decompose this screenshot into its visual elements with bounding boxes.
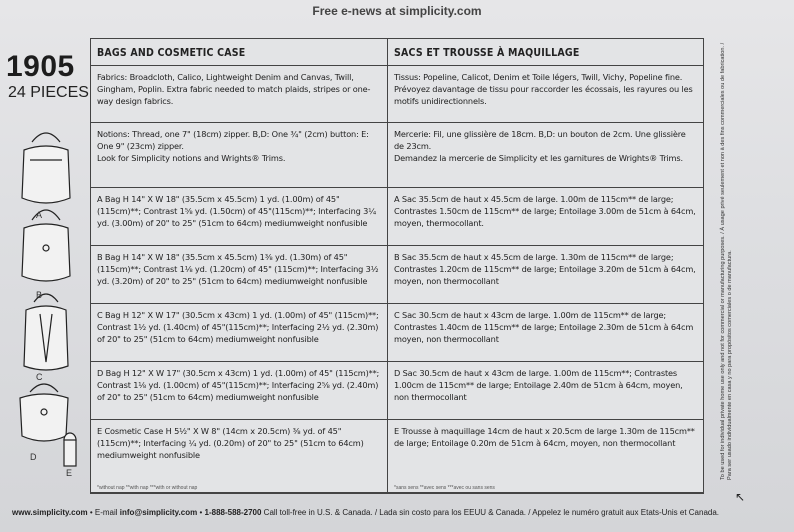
english-footnote: *without nap **with nap ***with or without nap (97, 485, 198, 491)
french-view-b: B Sac 35.5cm de haut x 45.5cm de large. 1.30m de 115cm** de large; Contrastes 1.20cm de 115cm** de large; Entoilage 3.20m de 51cm à 64cm, moyen, non thermocollant (388, 245, 703, 303)
french-view-d: D Sac 30.5cm de haut x 43cm de large. 1.00m de 115cm**; Contrastes 1.00cm de 115cm** de large; Entoilage 2.40m de 51cm à 64cm, moyen, non thermocollant (388, 361, 703, 419)
english-notions (91, 122, 387, 187)
english-view-a: A Bag H 14" X W 18" (35.5cm x 45.5cm) 1 yd. (1.00m) of 45" (115cm)**; Contrast 1⅝ yd. (1.50cm) of 45"(115cm)**; Interfacing 3¼ yd. (3.00m) of 20" to 25" (51cm to 64cm) mediumweight nonfusible (91, 187, 387, 245)
footer (12, 508, 719, 517)
view-label-b: B (36, 290, 43, 300)
side-note-box (720, 40, 782, 480)
english-notions-line1: Notions: Thread, one 7" (18cm) zipper. B,D: One ¾" (2cm) button: E: One 9" (23cm) zipper. (97, 129, 369, 151)
footer-rest: Call toll-free in U.S. & Canada. / Lada sin costo para los EEUU & Canada. / Appelez le numéro gratuit aux Etats-Unis et Canada. (263, 508, 720, 517)
french-footnote: *sans sens **avec sens ***avec ou sans sens (394, 485, 495, 491)
pattern-number: 1905 (6, 50, 75, 83)
french-column (388, 39, 703, 493)
bag-a-drawing (22, 133, 70, 203)
view-label-a: A (36, 210, 43, 220)
bag-drawings (10, 130, 82, 490)
side-note: To be used for individual private home use only and not for commercial or manufacturing purposes. / À usage privé seulement et non à des fins commerciales ou de fabrication. / Para ser usado individualmente en casa y no para propósitos comerciales o de manufactura. (720, 42, 733, 480)
mouse-cursor-icon: ↖ (735, 490, 746, 504)
english-notions-line2: Look for Simplicity notions and Wrights® Trims. (97, 153, 286, 163)
bag-b-drawing (22, 210, 70, 281)
english-view-d: D Bag H 12" X W 17" (30.5cm x 43cm) 1 yd. (1.00m) of 45" (115cm)**; Contrast 1⅛ yd. (1.00cm) of 45"(115cm)**; Interfacing 2⅝ yd. (2.40m) of 20" to 25" (51cm to 64cm) mediumweight nonfusible (91, 361, 387, 419)
english-column (91, 39, 388, 493)
top-url: Free e-news at simplicity.com (312, 4, 482, 18)
english-view-e: E Cosmetic Case H 5½" X W 8" (14cm x 20.5cm) ⅜ yd. of 45" (115cm)**; Interfacing ¼ yd. (0.20m) of 20" to 25" (51cm to 64cm) mediumweight nonfusible (91, 419, 387, 493)
english-title: BAGS AND COSMETIC CASE (97, 47, 246, 59)
pieces-count: 24 PIECES (8, 84, 89, 101)
french-view-c: C Sac 30.5cm de haut x 43cm de large. 1.00m de 115cm** de large; Contrastes 1.40cm de 115cm** de large; Entoilage 2.30m de 51cm à 64cm moyen, non thermocollant (388, 303, 703, 361)
footer-site: www.simplicity.com (12, 508, 88, 517)
english-fabrics: Fabrics: Broadcloth, Calico, Lightweight Denim and Canvas, Twill, Gingham, Poplin. Extra fabric needed to match plaids, stripes or one-way design fabrics. (91, 65, 387, 122)
french-notions-line2: Demandez la mercerie de Simplicity et les garnitures de Wrights® Trims. (394, 153, 683, 163)
french-title: SACS ET TROUSSE À MAQUILLAGE (394, 47, 580, 59)
footer-bullet-1: • (89, 508, 93, 517)
bag-d-drawing (20, 384, 68, 441)
french-view-a: A Sac 35.5cm de haut x 45.5cm de large. 1.00m de 115cm** de large; Contrastes 1.50cm de 115cm** de large; Entoilage 3.00m de 51cm à 64cm, moyen, thermocollant. (388, 187, 703, 245)
footer-email-label: E-mail (94, 508, 118, 517)
view-label-c: C (36, 372, 43, 382)
footer-bullet-2: • (199, 508, 203, 517)
english-view-b: B Bag H 14" X W 18" (35.5cm x 45.5cm) 1⅜ yd. (1.30m) of 45" (115cm)**; Contrast 1⅛ yd. (1.20cm) of 45" (115cm)**; Interfacing 3½ yd. (3.20m) of 20" to 25" (51cm to 64cm) mediumweight nonfusible (91, 245, 387, 303)
yardage-panel (90, 38, 704, 494)
french-notions (388, 122, 703, 187)
french-view-e: E Trousse à maquillage 14cm de haut x 20.5cm de large 1.30m de 115cm** de large; Entoilage 0.20m de 51cm à 64cm, moyen, non thermocollant (388, 419, 703, 493)
english-view-c: C Bag H 12" X W 17" (30.5cm x 43cm) 1 yd. (1.00m) of 45" (115cm)**; Contrast 1½ yd. (1.40cm) of 45"(115cm)**; Interfacing 2½ yd. (2.30m) of 20" to 25" (51cm to 64cm) mediumweight nonfusible (91, 303, 387, 361)
bag-c-drawing (24, 294, 68, 370)
footer-email: info@simplicity.com (119, 508, 198, 517)
footer-phone: 1-888-588-2700 (204, 508, 262, 517)
french-fabrics: Tissus: Popeline, Calicot, Denim et Toile légers, Twill, Vichy, Popeline fine. Prévoyez davantage de tissu pour raccorder les écossais, les rayures ou les motifs unidirectionnels. (388, 65, 703, 122)
case-e-drawing (64, 433, 76, 466)
french-notions-line1: Mercerie: Fil, une glissière de 18cm. B,D: un bouton de 2cm. Une glissière de 23cm. (394, 129, 686, 151)
view-label-d: D (30, 452, 37, 462)
view-label-e: E (66, 468, 73, 478)
